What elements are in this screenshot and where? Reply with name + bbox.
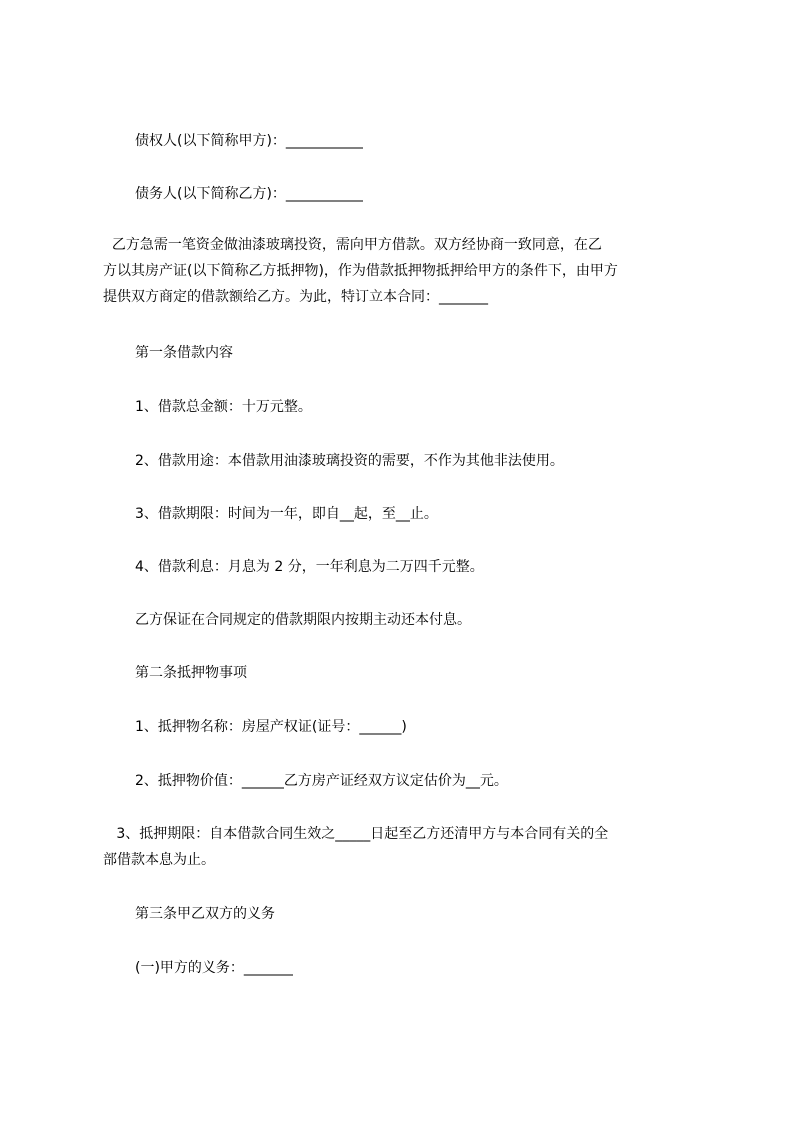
- intro-line-3: 提供双方商定的借款额给乙方。为此，特订立本合同：_______: [103, 289, 488, 305]
- article-2-item-3-line-2: 部借款本息为止。: [103, 852, 215, 868]
- article-3-item-1: (一)甲方的义务：_______: [135, 960, 293, 976]
- article-1-heading: 第一条借款内容: [135, 345, 233, 361]
- article-1-item-1: 1、借款总金额：十万元整。: [135, 399, 312, 415]
- article-1-item-4: 4、借款利息：月息为 2 分，一年利息为二万四千元整。: [135, 559, 484, 575]
- article-2-item-3-line-1: 3、抵押期限：自本借款合同生效之_____日起至乙方还清甲方与本合同有关的全: [103, 826, 609, 842]
- intro-line-1: 乙方急需一笔资金做油漆玻璃投资，需向甲方借款。双方经协商一致同意，在乙: [103, 237, 602, 253]
- article-2-item-3: [103, 824, 705, 876]
- intro-paragraph: [103, 235, 705, 313]
- article-3-heading: 第三条甲乙双方的义务: [135, 906, 275, 922]
- repayment-guarantee: 乙方保证在合同规定的借款期限内按期主动还本付息。: [135, 612, 471, 628]
- debtor-line: 债务人(以下简称乙方)：___________: [135, 186, 363, 202]
- creditor-line: 债权人(以下简称甲方)：___________: [135, 133, 363, 149]
- article-1-item-3: 3、借款期限：时间为一年，即自__起，至__止。: [135, 506, 438, 522]
- article-1-item-2: 2、借款用途：本借款用油漆玻璃投资的需要，不作为其他非法使用。: [135, 453, 564, 469]
- article-2-heading: 第二条抵押物事项: [135, 665, 247, 681]
- article-2-item-1: 1、抵押物名称：房屋产权证(证号：______): [135, 719, 407, 735]
- article-2-item-2: 2、抵押物价值：______乙方房产证经双方议定估价为__元。: [135, 773, 508, 789]
- intro-line-2: 方以其房产证(以下简称乙方抵押物)，作为借款抵押物抵押给甲方的条件下，由甲方: [103, 263, 618, 279]
